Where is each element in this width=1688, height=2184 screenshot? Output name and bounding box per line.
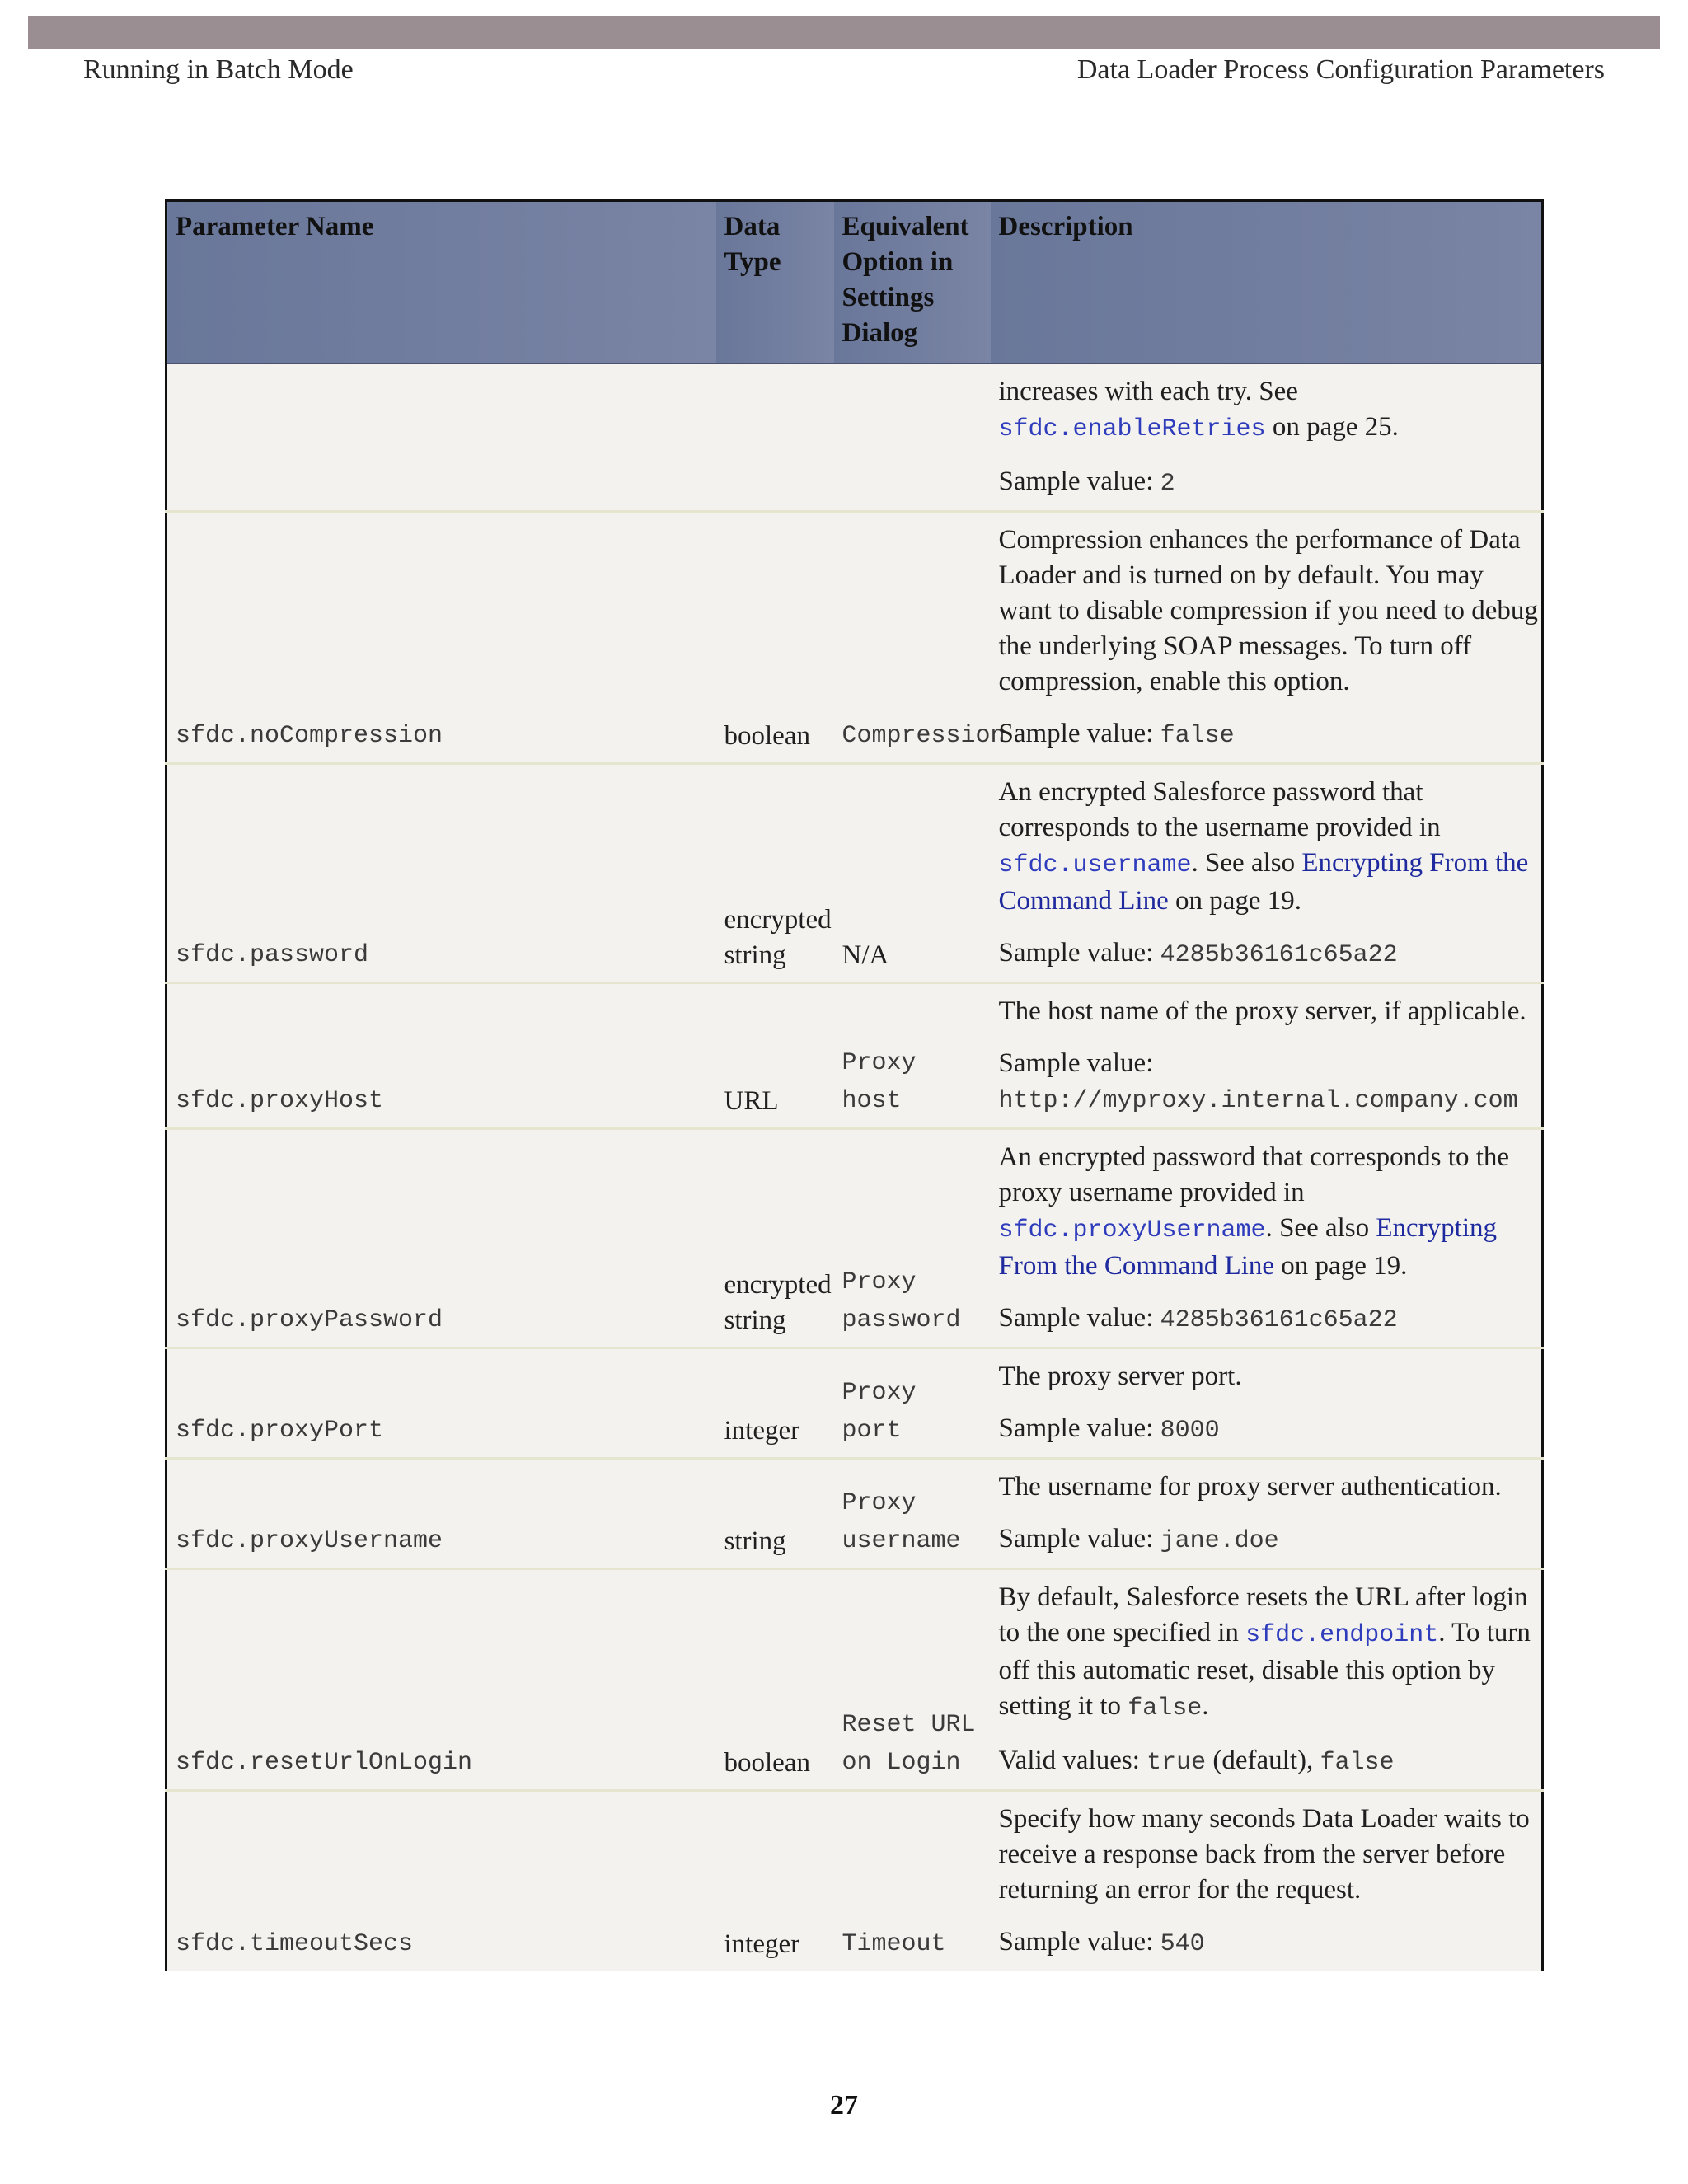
description-fragment: .	[1202, 1691, 1209, 1721]
equivalent-option-cell	[834, 512, 1006, 764]
parameters-table	[165, 199, 1544, 1971]
option-name: Reset URL	[842, 1711, 976, 1739]
equivalent-option-cell	[834, 1348, 991, 1459]
data-type-cell: boolean	[716, 512, 834, 764]
parameter-name: sfdc.proxyPassword	[176, 1306, 443, 1334]
sample-code: 4285b36161c65a22	[1160, 941, 1398, 969]
data-type-cell: URL	[716, 983, 834, 1129]
description-cell	[991, 512, 1543, 764]
endpoint-param-link[interactable]: sfdc.endpoint	[1245, 1621, 1439, 1649]
description-cell	[991, 1459, 1543, 1569]
description-fragment: on page 25.	[1265, 412, 1399, 442]
equivalent-option-cell	[834, 363, 991, 512]
inline-code: false	[1128, 1694, 1203, 1722]
table-row	[166, 1569, 1543, 1791]
table-row	[166, 363, 1543, 512]
header-text: Type	[724, 247, 781, 277]
parameter-name-cell	[166, 983, 716, 1129]
valid-values	[999, 1743, 1539, 1781]
sample-code: 8000	[1160, 1417, 1220, 1445]
sample-label: Sample value:	[998, 1048, 1154, 1078]
username-param-link[interactable]: sfdc.username	[998, 851, 1192, 879]
option-name: Proxy	[842, 1379, 917, 1407]
parameter-name: sfdc.timeoutSecs	[176, 1930, 414, 1958]
option-name: Proxy	[842, 1489, 917, 1517]
parameter-name-cell	[166, 1569, 716, 1791]
equivalent-option-cell	[834, 1791, 991, 1971]
option-name: Compression	[842, 722, 1006, 750]
sample-value	[999, 1924, 1539, 1962]
equivalent-option-cell	[834, 1459, 991, 1569]
description-text: The username for proxy server authentication.	[998, 1472, 1502, 1502]
header-text: Equivalent	[842, 212, 969, 241]
equivalent-option-cell	[834, 1129, 991, 1348]
description-text	[999, 374, 1539, 448]
type-text: string	[724, 940, 786, 970]
sample-code: 540	[1160, 1930, 1205, 1958]
table-row	[166, 1791, 1543, 1971]
data-type-cell	[716, 1129, 834, 1348]
data-type-cell	[716, 363, 834, 512]
description-text: Compression enhances the performance of Data Loader and is turned on by default. You may want to disable compression if you need to debug the underlying SOAP messages. To turn off compression, enable this option.	[998, 525, 1538, 696]
sample-label: Sample value:	[998, 1303, 1160, 1333]
option-name: host	[842, 1087, 902, 1115]
option-name: Proxy	[842, 1268, 917, 1296]
type-text: encrypted	[724, 1270, 832, 1300]
column-header-equivalent-option	[834, 201, 991, 364]
data-type-cell: integer	[716, 1348, 834, 1459]
proxy-username-param-link[interactable]: sfdc.proxyUsername	[998, 1216, 1266, 1244]
description-fragment: . See also	[1191, 848, 1302, 878]
description-text: Specify how many seconds Data Loader waits to receive a response back from the server before returning an error for the request.	[998, 1804, 1530, 1905]
table-row	[166, 1129, 1543, 1348]
description-cell	[991, 1348, 1543, 1459]
table-row	[166, 1459, 1543, 1569]
parameter-name: sfdc.proxyHost	[176, 1087, 384, 1115]
equivalent-option-cell	[834, 983, 991, 1129]
valid-label: Valid values:	[998, 1746, 1147, 1775]
valid-label: (default),	[1206, 1746, 1320, 1775]
parameter-name-cell	[166, 1129, 716, 1348]
description-cell	[991, 1791, 1543, 1971]
top-color-bar	[28, 16, 1660, 49]
parameter-name-cell	[166, 1791, 716, 1971]
parameter-name: sfdc.proxyPort	[176, 1417, 384, 1445]
description-text	[999, 775, 1539, 919]
encrypting-cmdline-link[interactable]: Encrypting From the Command Line	[998, 1213, 1498, 1281]
data-type-cell	[716, 764, 834, 983]
option-name: Timeout	[842, 1930, 946, 1958]
sample-value	[999, 1411, 1539, 1449]
description-text: The proxy server port.	[998, 1361, 1242, 1391]
table-row	[166, 764, 1543, 983]
sample-code: 4285b36161c65a22	[1160, 1306, 1398, 1334]
sample-value	[999, 464, 1539, 502]
encrypting-cmdline-link[interactable]: Encrypting From the Command Line	[998, 848, 1529, 916]
running-header-left: Running in Batch Mode	[83, 54, 354, 85]
sample-value	[999, 1046, 1539, 1119]
type-text: string	[724, 1305, 786, 1335]
description-cell	[991, 764, 1543, 983]
description-cell	[991, 363, 1543, 512]
valid-code: false	[1320, 1749, 1395, 1777]
equivalent-option-cell: N/A	[834, 764, 991, 983]
sample-value	[999, 716, 1539, 754]
enable-retries-link[interactable]: sfdc.enableRetries	[998, 415, 1266, 443]
parameter-name: sfdc.proxyUsername	[176, 1527, 443, 1555]
option-name: username	[842, 1527, 961, 1555]
table-row	[166, 983, 1543, 1129]
type-text: encrypted	[724, 905, 832, 935]
sample-label: Sample value:	[998, 719, 1160, 748]
option-name: port	[842, 1417, 902, 1445]
table-row	[166, 1348, 1543, 1459]
sample-label: Sample value:	[998, 1413, 1160, 1443]
parameter-name-cell	[166, 1348, 716, 1459]
sample-label: Sample value:	[998, 938, 1160, 968]
parameter-name: sfdc.resetUrlOnLogin	[176, 1749, 473, 1777]
description-cell	[991, 1129, 1543, 1348]
description-fragment: An encrypted password that corresponds to the proxy username provided in	[998, 1142, 1510, 1207]
sample-code: 2	[1160, 470, 1175, 498]
sample-label: Sample value:	[998, 1524, 1160, 1554]
sample-value	[999, 1301, 1539, 1338]
option-name: password	[842, 1306, 961, 1334]
equivalent-option-cell	[834, 1569, 991, 1791]
sample-label: Sample value:	[998, 466, 1160, 496]
sample-value	[999, 935, 1539, 973]
header-text: Data	[724, 212, 781, 241]
sample-label: Sample value:	[998, 1927, 1160, 1957]
parameter-name-cell	[166, 1459, 716, 1569]
page-number: 27	[830, 2090, 858, 2121]
data-type-cell: string	[716, 1459, 834, 1569]
description-fragment: on page 19.	[1168, 886, 1302, 916]
parameter-name-cell	[166, 764, 716, 983]
table-header-row	[166, 201, 1543, 364]
data-type-cell: boolean	[716, 1569, 834, 1791]
description-fragment: on page 19.	[1274, 1251, 1408, 1281]
description-text: The host name of the proxy server, if applicable.	[998, 996, 1526, 1026]
description-fragment: An encrypted Salesforce password that corresponds to the username provided in	[998, 777, 1441, 842]
header-text: Dialog	[842, 318, 918, 348]
description-fragment: . To turn off this automatic reset, disable this option by setting it to	[998, 1618, 1531, 1721]
column-header-description: Description	[991, 201, 1543, 364]
parameter-name: sfdc.noCompression	[176, 722, 443, 750]
description-fragment: By default, Salesforce resets the URL after login to the one specified in	[998, 1582, 1528, 1647]
description-fragment: increases with each try. See	[998, 377, 1298, 406]
description-text	[999, 1140, 1539, 1284]
data-type-cell: integer	[716, 1791, 834, 1971]
parameter-name-cell	[166, 512, 716, 764]
sample-code: http://myproxy.internal.company.com	[998, 1087, 1518, 1115]
running-header-right: Data Loader Process Configuration Parameters	[1076, 54, 1605, 85]
sample-value	[999, 1521, 1539, 1559]
option-name: on Login	[842, 1749, 961, 1777]
column-header-data-type	[716, 201, 834, 364]
table-row	[166, 512, 1543, 764]
header-text: Option in	[842, 247, 954, 277]
column-header-parameter-name: Parameter Name	[166, 201, 716, 364]
valid-code: true	[1146, 1749, 1207, 1777]
description-cell	[991, 1569, 1543, 1791]
description-cell	[991, 983, 1543, 1129]
sample-code: jane.doe	[1160, 1527, 1279, 1555]
description-fragment: . See also	[1265, 1213, 1376, 1243]
description-text	[999, 1580, 1539, 1727]
header-text: Settings	[842, 283, 935, 312]
option-name: Proxy	[842, 1049, 917, 1077]
parameter-name-cell	[166, 363, 716, 512]
sample-code: false	[1160, 722, 1235, 750]
parameter-name: sfdc.password	[176, 941, 369, 969]
